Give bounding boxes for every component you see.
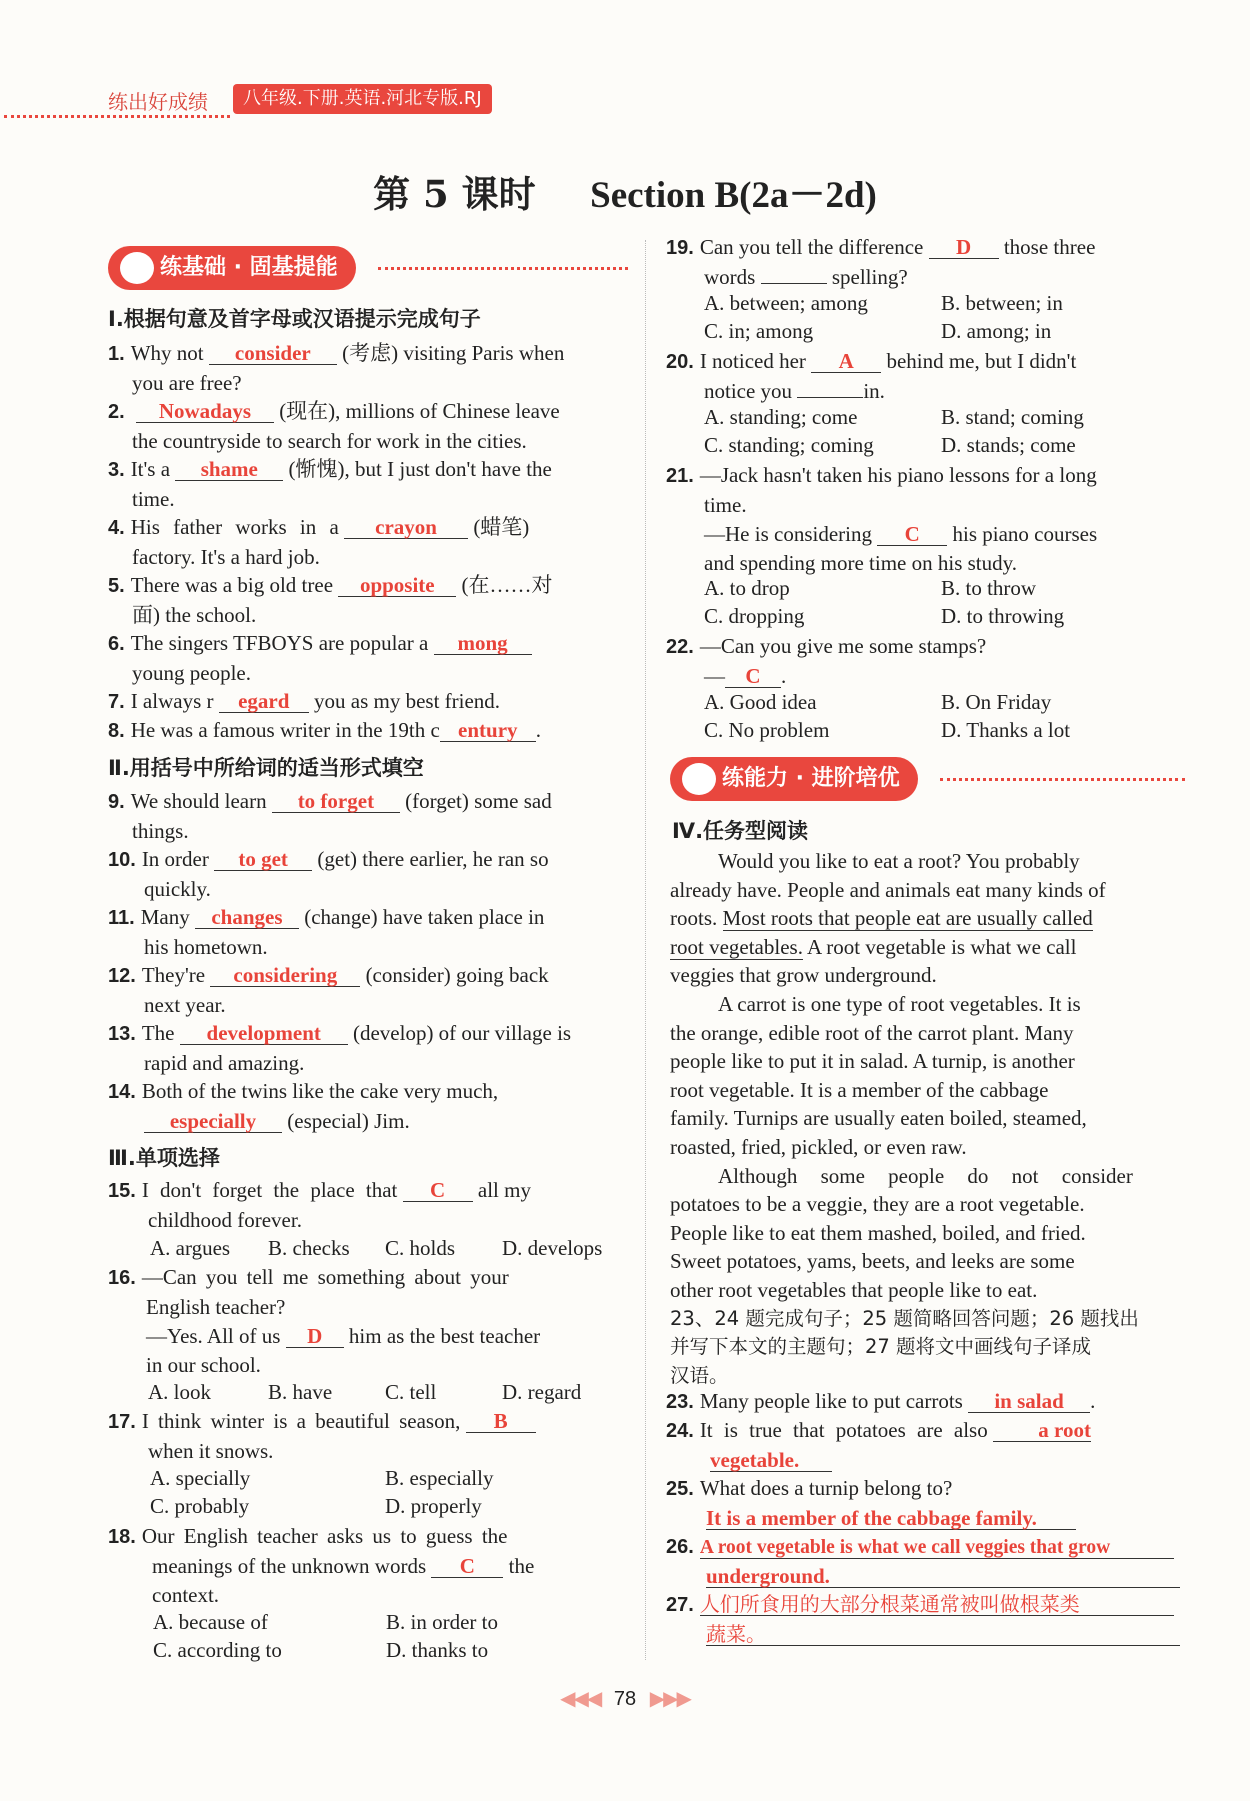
q9: 9. We should learn to forget (forget) some sad things. — [108, 789, 552, 843]
q11-answer[interactable]: changes — [211, 905, 283, 929]
q3: 3. It's a shame (惭愧), but I just don't have the time. — [108, 457, 552, 511]
q20-option-a[interactable]: A. standing; come — [704, 405, 858, 429]
q22-option-c[interactable]: C. No problem — [704, 718, 830, 742]
banner-basic — [108, 246, 628, 290]
lesson-label: 第 5 课时 — [373, 172, 536, 216]
q16-answer[interactable]: D — [307, 1324, 323, 1348]
q19-option-a[interactable]: A. between; among — [704, 291, 868, 315]
q21-option-a[interactable]: A. to drop — [704, 576, 790, 600]
q22-option-b[interactable]: B. On Friday — [941, 690, 1052, 714]
q4-answer[interactable]: crayon — [375, 515, 437, 539]
q13: 13. The development (develop) of our village is rapid and amazing. — [108, 1021, 572, 1075]
q17-option-d[interactable]: D. properly — [385, 1494, 482, 1518]
q5: 5. There was a big old tree opposite (在……对 面) the school. — [108, 573, 553, 627]
q27-answer-cont[interactable]: 蔬菜。 — [706, 1622, 766, 1646]
q16-option-b[interactable]: B. have — [268, 1380, 333, 1404]
q2-answer[interactable]: Nowadays — [158, 399, 252, 423]
q18: 18. Our English teacher asks us to guess the meanings of the unknown words C the context. — [108, 1524, 535, 1607]
q21-option-b[interactable]: B. to throw — [941, 576, 1037, 600]
q20-option-d[interactable]: D. stands; come — [941, 433, 1076, 457]
q15-option-b[interactable]: B. checks — [268, 1236, 350, 1260]
q20-answer[interactable]: A — [838, 349, 854, 373]
header-series: 练出好成绩 — [108, 90, 208, 114]
q13-answer[interactable]: development — [206, 1021, 321, 1045]
q14: 14. Both of the twins like the cake very much, especially (especial) Jim. — [108, 1079, 499, 1133]
q2: 2. Nowadays (现在), millions of Chinese leave the countryside to search for work in the cities. — [108, 399, 560, 453]
q7-answer[interactable]: egard — [238, 689, 290, 713]
part4-heading: Ⅳ.任务型阅读 — [672, 819, 809, 843]
q8: 8. He was a famous writer in the 19th c entury . — [108, 718, 542, 742]
q27: 27. 人们所食用的大部分根菜通常被叫做根菜类 蔬菜。 — [666, 1590, 1186, 1649]
q15-option-a[interactable]: A. argues — [150, 1236, 231, 1260]
q18-option-b[interactable]: B. in order to — [386, 1610, 498, 1634]
q6: 6. The singers TFBOYS are popular a mong young people. — [108, 629, 620, 688]
q15-answer[interactable]: C — [430, 1178, 446, 1202]
q10-answer[interactable]: to get — [238, 847, 288, 871]
q16-option-a[interactable]: A. look — [148, 1380, 211, 1404]
q16-option-d[interactable]: D. regard — [502, 1380, 582, 1404]
q17: 17. I think winter is a beautiful season, B when it snows. — [108, 1407, 620, 1466]
next-page-icon[interactable]: ▶▶▶ — [649, 1688, 690, 1710]
q21-option-c[interactable]: C. dropping — [704, 604, 805, 628]
q24: 24. It is true that potatoes are also a root vegetable. — [666, 1418, 1091, 1472]
q22: 22. —Can you give me some stamps? — C . — [666, 634, 987, 688]
page-title — [0, 164, 1250, 218]
q7: 7. I always r egard you as my best friend. — [108, 689, 501, 713]
header-edition-badge: 八年级.下册.英语.河北专版.RJ — [233, 84, 492, 114]
q22-option-d[interactable]: D. Thanks a lot — [941, 718, 1071, 742]
q17-answer[interactable]: B — [493, 1409, 508, 1433]
banner-advanced — [670, 757, 1185, 801]
q5-answer[interactable]: opposite — [359, 573, 435, 597]
q23-answer[interactable]: in salad — [994, 1389, 1064, 1413]
q22-answer[interactable]: C — [745, 664, 761, 688]
q19: 19. Can you tell the difference D those three words spelling? — [666, 235, 1096, 289]
q18-option-a[interactable]: A. because of — [153, 1610, 268, 1634]
underlined-sentence: Most roots that people eat are usually called — [722, 906, 1093, 931]
q24-answer[interactable]: a root — [1038, 1418, 1091, 1442]
q15: 15. I don't forget the place that C all my childhood forever. — [108, 1178, 531, 1232]
q20-option-b[interactable]: B. stand; coming — [941, 405, 1084, 429]
q26-answer-cont[interactable]: underground. — [706, 1564, 830, 1588]
runner-icon — [682, 763, 716, 795]
q21-answer[interactable]: C — [904, 522, 920, 546]
banner-advanced-label: 练能力 · 进阶培优 — [670, 757, 918, 801]
q19-option-c[interactable]: C. in; among — [704, 319, 814, 343]
q18-option-d[interactable]: D. thanks to — [386, 1638, 489, 1662]
q15-option-c[interactable]: C. holds — [385, 1236, 456, 1260]
q17-option-a[interactable]: A. specially — [150, 1466, 251, 1490]
q20: 20. I noticed her A behind me, but I didn't notice you in. — [666, 349, 1077, 403]
column-divider — [645, 240, 646, 1660]
q18-answer[interactable]: C — [459, 1554, 475, 1578]
q21-option-d[interactable]: D. to throwing — [941, 604, 1065, 628]
q6-answer[interactable]: mong — [457, 631, 508, 655]
q19-option-b[interactable]: B. between; in — [941, 291, 1063, 315]
q8-answer[interactable]: entury — [458, 718, 518, 742]
footer — [0, 1686, 1250, 1711]
q14-answer[interactable]: especially — [169, 1109, 257, 1133]
q18-option-c[interactable]: C. according to — [153, 1638, 282, 1662]
q4: 4. His father works in a crayon (蜡笔) factory. It's a hard job. — [108, 515, 530, 569]
q12-answer[interactable]: considering — [233, 963, 338, 987]
q1: 1. Why not consider (考虑) visiting Paris when you are free? — [108, 341, 565, 395]
banner-dots — [378, 267, 628, 270]
part3-heading: Ⅲ.单项选择 — [108, 1146, 220, 1170]
q3-answer[interactable]: shame — [200, 457, 258, 481]
q27-answer[interactable]: 人们所食用的大部分根菜通常被叫做根菜类 — [699, 1592, 1080, 1616]
part1-heading: Ⅰ.根据句意及首字母或汉语提示完成句子 — [108, 307, 481, 331]
header-divider — [4, 115, 230, 118]
reading-passage: Would you like to eat a root? You probably already have. People and animals eat many kinds of roots. Most roots that people eat are usually called root vegetables. A root vegetable is what we call veggies that grow underground. A carrot is one type of root vegetables. It is the orange, edible root of the carrot plant. Many people like to put it in salad. A turnip, is another root vegetable. It is a member of the cabbage family. Turnips are usually eaten boiled, steamed, roasted, fried, pickled, or even raw. Although some people do not consider potatoes to be a veggie, they are a root vegetable. People like to eat them mashed, boiled, and fried. Sweet potatoes, yams, beets, and leeks are some other root vegetables that people like to eat. 23、24 题完成句子；25 题简略回答问题；26 题找出 并写下本文的主题句；27 题将文中画线句子译成 汉语。 — [670, 849, 1139, 1387]
q22-option-a[interactable]: A. Good idea — [704, 690, 817, 714]
q17-option-c[interactable]: C. probably — [150, 1494, 250, 1518]
part2-heading: Ⅱ.用括号中所给词的适当形式填空 — [108, 756, 424, 780]
runner-icon — [120, 252, 154, 284]
q15-option-d[interactable]: D. develops — [502, 1236, 603, 1260]
q19-answer[interactable]: D — [956, 235, 972, 259]
q12: 12. They're considering (consider) going back next year. — [108, 963, 549, 1017]
q11: 11. Many changes (change) have taken place in his hometown. — [108, 905, 545, 959]
banner-dots — [940, 778, 1185, 781]
q24-answer-cont[interactable]: vegetable. — [710, 1448, 800, 1472]
q16: 16. —Can you tell me something about your English teacher? —Yes. All of us D him as the best teacher in our school. — [108, 1265, 541, 1377]
q10: 10. In order to get (get) there earlier, he ran so quickly. — [108, 847, 549, 901]
section-label: Section B(2a－2d) — [590, 175, 877, 216]
q16-option-c[interactable]: C. tell — [385, 1380, 437, 1404]
q19-option-d[interactable]: D. among; in — [941, 319, 1052, 343]
q1-answer[interactable]: consider — [234, 341, 311, 365]
q20-option-c[interactable]: C. standing; coming — [704, 433, 874, 457]
q25: 25. What does a turnip belong to? It is a member of the cabbage family. — [666, 1474, 1186, 1533]
q23: 23. Many people like to put carrots in salad . — [666, 1389, 1096, 1413]
q21: 21. —Jack hasn't taken his piano lessons for a long time. —He is considering C his piano courses and spending more time on his study. — [666, 463, 1098, 575]
q9-answer[interactable]: to forget — [297, 789, 375, 813]
banner-basic-label: 练基础 · 固基提能 — [108, 246, 356, 290]
prev-page-icon[interactable]: ◀◀◀ — [560, 1688, 601, 1710]
q26: 26. A root vegetable is what we call veggies that grow underground. — [666, 1532, 1186, 1591]
page-number: 78 — [613, 1688, 637, 1710]
q26-answer[interactable]: A root vegetable is what we call veggies that grow — [699, 1537, 1111, 1558]
q17-option-b[interactable]: B. especially — [385, 1466, 494, 1490]
q25-answer[interactable]: It is a member of the cabbage family. — [706, 1506, 1037, 1530]
